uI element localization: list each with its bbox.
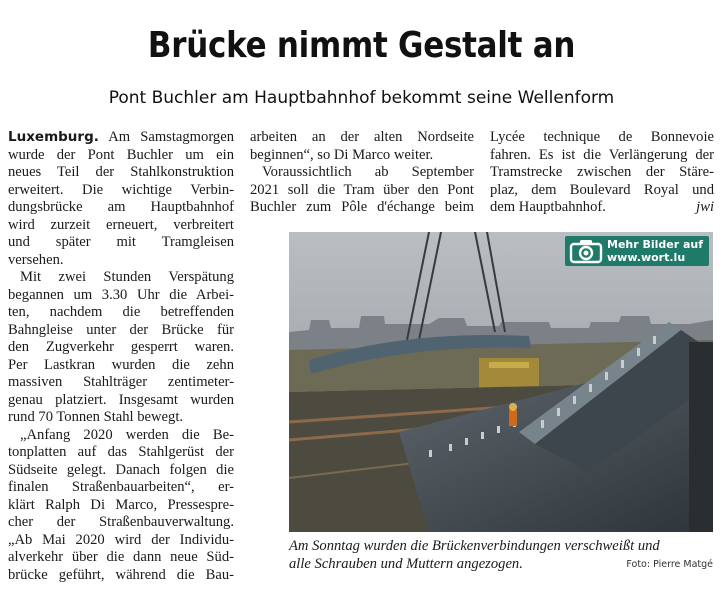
text-line: plaz, dem Boulevard Royal und <box>490 181 714 198</box>
headline: Brücke nimmt Gestalt an <box>147 25 576 66</box>
text-line: versehen. <box>8 251 64 268</box>
text-line: Luxemburg. Am Samstagmorgen <box>8 129 234 145</box>
text-line: 2021 soll die Tram über den Pont <box>250 181 474 198</box>
text-line: arbeiten an der alten Nordseite <box>250 129 474 145</box>
text-line: dungsbrücke am Hauptbahnhof <box>8 199 234 215</box>
article-column-1 <box>8 129 234 584</box>
text-line: wird zurzeit erneuert, verbreitert <box>8 216 234 233</box>
text-line: fahren. Es ist die Verlängerung der <box>490 146 714 163</box>
text-line: dem Hauptbahnhof. jwi <box>490 199 714 215</box>
text-line: wurde der Pont Buchler um ein <box>8 146 234 163</box>
text-line: begannen um 3.30 Uhr die Arbei- <box>8 286 234 303</box>
text-line: Voraussichtlich ab September <box>262 164 474 180</box>
dateline: Luxemburg. <box>8 129 99 145</box>
text-line: „Anfang 2020 werden die Be- <box>20 426 234 443</box>
text-line: cher der Straßenbauverwaltung. <box>8 514 234 530</box>
text-line: beginnen“, so Di Marco weiter. <box>250 146 434 163</box>
bridge-photo <box>289 232 713 532</box>
text-line: massiven Stahlträger zentimeter- <box>8 374 234 390</box>
text-line: genau platziert. Insgesamt wurden <box>8 391 234 408</box>
gallery-line-2[interactable]: www.wort.lu <box>607 251 686 264</box>
text-line: Mit zwei Stunden Verspätung <box>20 269 234 285</box>
gallery-line-1: Mehr Bilder auf <box>607 238 704 251</box>
text-line: tonplatten auf das Stahlgerüst der <box>8 444 234 460</box>
text-line: klärt Ralph Di Marco, Pressespre- <box>8 496 234 513</box>
text-line: neues Teil der Stahlkonstruktion <box>8 164 234 180</box>
text-line: ten, nachdem die betreffenden <box>8 304 234 320</box>
text-line: finalen Straßenbauarbeiten“, er- <box>8 479 234 495</box>
bridge-construction-image <box>289 232 713 532</box>
text-line: den Zugverkehr gesperrt waren. <box>8 339 234 355</box>
caption-line: Am Sonntag wurden die Brückenverbindungen verschweißt und <box>289 538 660 554</box>
text-line: Bahngleise unter der Brücke für <box>8 321 234 338</box>
text-line: alverkehr über die dann neue Süd- <box>8 549 234 565</box>
article-column-3 <box>490 129 714 217</box>
text-line: Tramstrecke zwischen der Stäre- <box>490 164 714 180</box>
gallery-text <box>607 238 703 264</box>
text-line: Buchler zum Pôle d'échange beim <box>250 199 474 215</box>
author-initials: jwi <box>696 199 714 215</box>
text-line: Per Lastkran wurden die zehn <box>8 356 234 373</box>
text-line: rund 70 Tonnen Stahl bewegt. <box>8 409 184 425</box>
camera-icon <box>569 238 603 264</box>
caption-line: alle Schrauben und Muttern angezogen. <box>289 555 523 572</box>
subheadline: Pont Buchler am Hauptbahnhof bekommt seine Wellenform <box>108 88 615 108</box>
article-column-2 <box>250 129 474 217</box>
text-line: Südseite gelegt. Danach folgen die <box>8 461 234 478</box>
text-line: Lycée technique de Bonnevoie <box>490 129 714 145</box>
text-line: und später mit Tramgleisen <box>8 234 234 250</box>
gallery-link-badge[interactable] <box>565 236 709 266</box>
text-line: „Ab Mai 2020 wird der Individu- <box>8 531 234 548</box>
text-line: brücke geführt, während die Bau- <box>8 566 234 583</box>
text-line: erweitert. Die wichtige Verbin- <box>8 181 234 198</box>
photo-credit: Foto: Pierre Matgé <box>626 559 713 570</box>
